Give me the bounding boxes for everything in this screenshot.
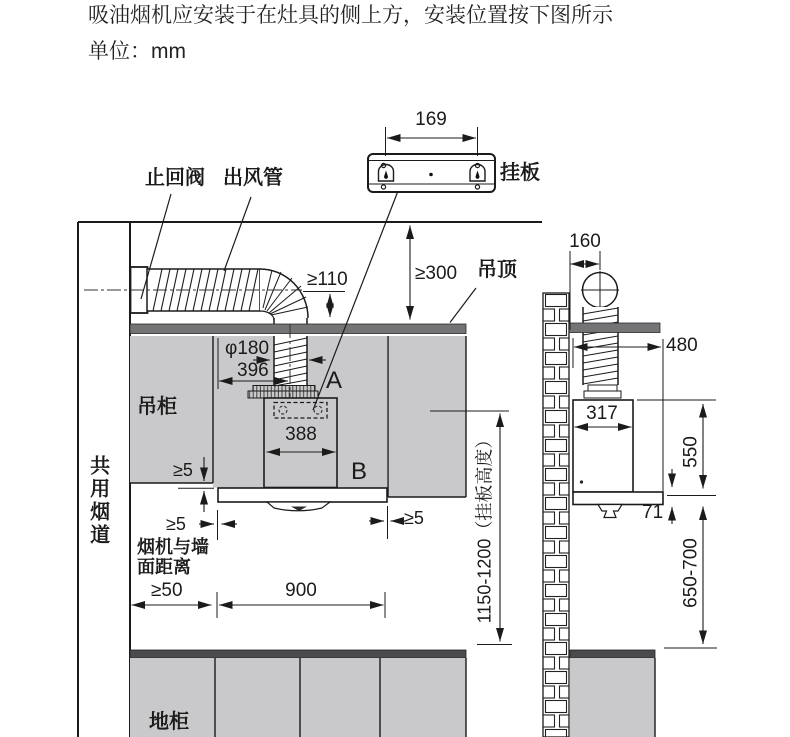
label-outlet-duct: 出风管 <box>223 167 283 189</box>
dim-hood-to-counter: 650-700 <box>680 538 702 608</box>
dim-wall-clearance: ≥50 <box>151 580 183 601</box>
label-point-a: A <box>326 367 343 394</box>
label-mounting-plate: 挂板 <box>500 162 540 184</box>
suspended-ceiling-bar <box>130 324 466 334</box>
dim-cabinet-gap-right: ≥5 <box>404 508 424 528</box>
label-base-cabinet: 地柜 <box>149 711 189 733</box>
base-cabinet-right <box>570 658 655 737</box>
dim-duct-center-offset: 396 <box>237 360 269 381</box>
wall-cabinet-right <box>388 336 466 497</box>
duct-collar-top <box>253 386 315 392</box>
dim-bottom-panel-height: 71 <box>642 502 664 523</box>
dim-plate-hole-spacing: 169 <box>415 109 447 130</box>
dim-hood-width: 900 <box>285 580 317 601</box>
label-hood-wall-distance-1: 烟机与墙 <box>137 537 209 557</box>
duct-elbow <box>260 269 308 324</box>
countertop-right <box>570 650 655 658</box>
dim-ceiling-clearance: ≥300 <box>415 263 458 284</box>
duct-collar-bottom <box>248 391 318 398</box>
dim-cabinet-gap-left: ≥5 <box>166 514 186 534</box>
unit-note: 单位：mm <box>88 40 186 63</box>
label-check-valve: 止回阀 <box>145 167 205 189</box>
dim-duct-diameter: φ180 <box>225 338 270 359</box>
outlet-duct-leader-line <box>224 197 251 271</box>
label-shared-flue: 共用烟道 <box>86 455 109 547</box>
dim-plate-height-range: 1150-1200（挂板高度） <box>474 430 495 624</box>
dim-hood-depth: 480 <box>666 335 698 356</box>
side-section-view <box>543 251 717 737</box>
label-ceiling: 吊顶 <box>477 259 517 281</box>
brick-wall <box>543 293 569 737</box>
label-hood-wall-distance-2: 面距离 <box>137 557 191 577</box>
dim-cabinet-gap-vertical: ≥5 <box>173 460 193 480</box>
dim-hood-body-depth: 317 <box>586 403 618 424</box>
hood-vent-side <box>598 505 622 518</box>
dim-hood-body-height: 550 <box>680 436 702 468</box>
dim-hood-top-width: 388 <box>285 424 317 445</box>
page-title: 吸油烟机应安装于在灶具的侧上方，安装位置按下图所示 <box>88 4 613 27</box>
countertop-left <box>130 650 466 658</box>
dim-duct-center-clearance: ≥110 <box>307 269 348 290</box>
suspended-ceiling-bar-side <box>569 323 660 333</box>
dim-wall-duct-offset: 160 <box>569 231 601 252</box>
hood-bottom-panel <box>218 488 387 502</box>
label-point-b: B <box>351 458 368 485</box>
label-wall-cabinet: 吊柜 <box>137 396 177 418</box>
ceiling-leader-line <box>450 288 476 323</box>
